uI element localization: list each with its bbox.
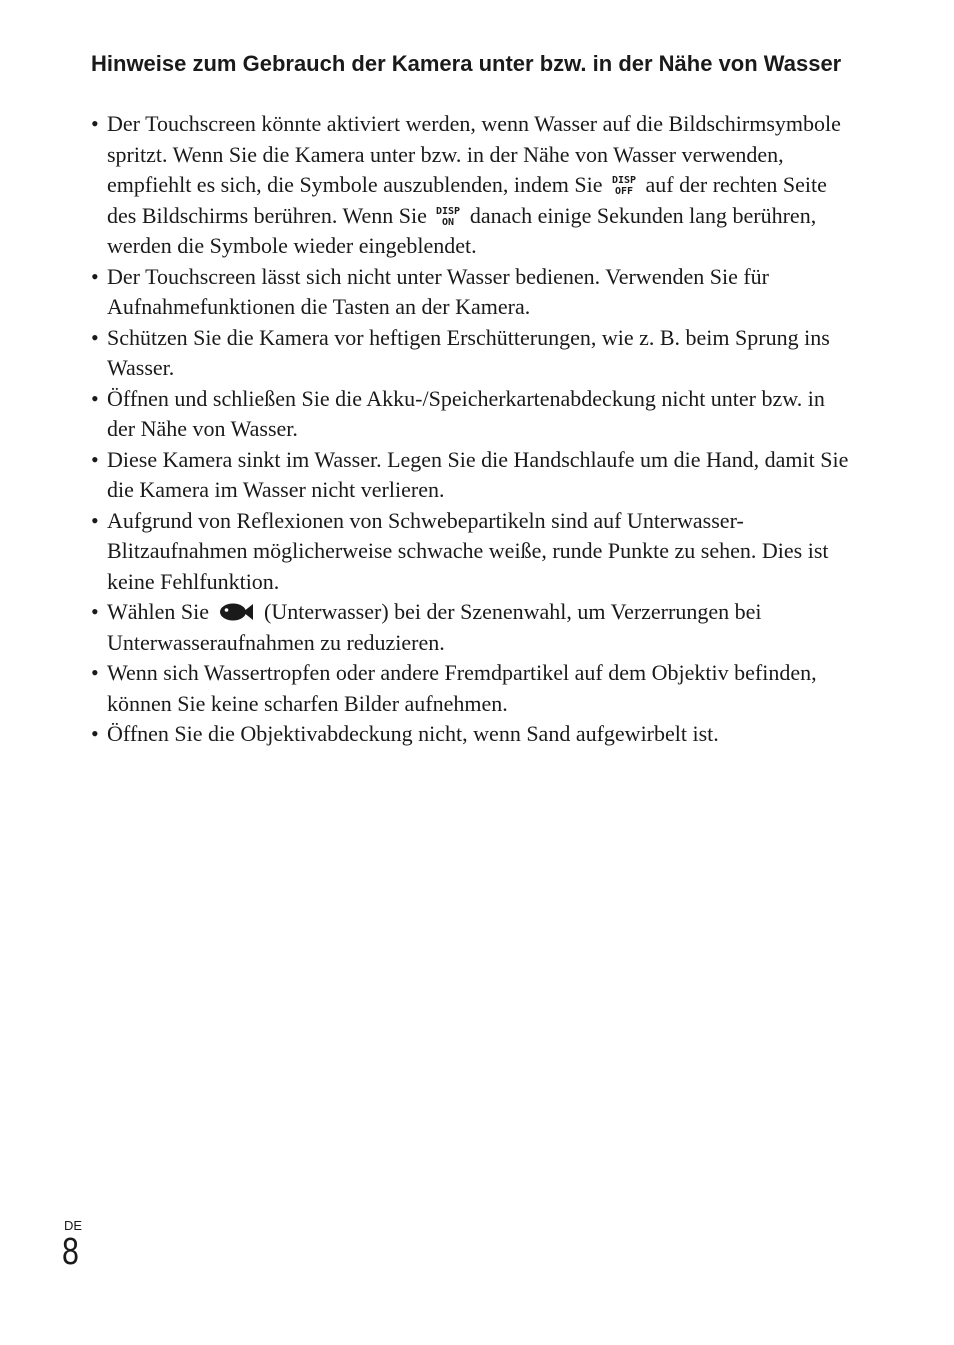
list-item-text: Öffnen Sie die Objektivabdeckung nicht, wenn Sand aufgewirbelt ist. xyxy=(107,721,719,746)
list-item xyxy=(91,445,851,506)
list-item-text: Wählen Sie xyxy=(107,599,210,624)
bullet: • xyxy=(91,324,99,350)
list-item-text: Aufgrund von Reflexionen von Schwebepartikeln sind auf Unterwasser-Blitzaufnahmen möglicherweise schwache weiße, runde Punkte zu sehen. Dies ist keine Fehlfunktion. xyxy=(107,507,829,594)
list-item xyxy=(91,109,851,262)
list-item xyxy=(91,323,851,384)
list-item-text: Der Touchscreen könnte aktiviert werden, wenn Wasser auf die Bildschirmsymbole spritzt. Wenn Sie die Kamera unter bzw. in der Nähe von Wasser verwenden, empfiehlt es sich, die Symbole auszublenden, indem Sie xyxy=(107,111,841,197)
list-item xyxy=(91,597,851,658)
list-item xyxy=(91,719,851,750)
list-item xyxy=(91,658,851,719)
list-item-text: Schützen Sie die Kamera vor heftigen Erschütterungen, wie z. B. beim Sprung ins Wasser. xyxy=(107,324,830,380)
list-item-text: Öffnen und schließen Sie die Akku-/Speicherkartenabdeckung nicht unter bzw. in der Nähe von Wasser. xyxy=(107,385,825,441)
list-item xyxy=(91,262,851,323)
notes-list xyxy=(91,109,851,750)
svg-text:OFF: OFF xyxy=(614,186,634,196)
bullet: • xyxy=(91,385,99,411)
list-item-text: Wenn sich Wassertropfen oder andere Fremdpartikel auf dem Objektiv befinden, können Sie keine scharfen Bilder aufnehmen. xyxy=(107,660,817,716)
list-item-text: Der Touchscreen lässt sich nicht unter Wasser bedienen. Verwenden Sie für Aufnahmefunktionen die Tasten an der Kamera. xyxy=(107,263,769,319)
list-item-text: danach einige Sekunden lang berühren, werden die Symbole wieder eingeblendet. xyxy=(107,202,817,258)
svg-text:DISP: DISP xyxy=(611,175,637,186)
list-item-text: Diese Kamera sinkt im Wasser. Legen Sie die Handschlaufe um die Hand, damit Sie die Kamera im Wasser nicht verlieren. xyxy=(107,446,849,502)
bullet: • xyxy=(91,599,99,624)
bullet: • xyxy=(91,111,99,136)
svg-text:DISP: DISP xyxy=(436,205,461,217)
fish-icon xyxy=(218,602,254,622)
bullet: • xyxy=(91,263,99,289)
bullet: • xyxy=(91,507,99,533)
list-item-text: auf der rechten Seite des Bildschirms berühren. Wenn Sie xyxy=(107,172,827,228)
bullet: • xyxy=(91,446,99,472)
disp-off-icon xyxy=(611,174,637,196)
bullet: • xyxy=(91,721,99,746)
page-number: 8 xyxy=(62,1231,79,1273)
svg-text:ON: ON xyxy=(442,216,455,227)
list-item xyxy=(91,384,851,445)
list-item xyxy=(91,506,851,598)
disp-on-icon xyxy=(435,205,461,227)
page-language-code: DE xyxy=(64,1218,83,1233)
list-item-text: (Unterwasser) bei der Szenenwahl, um Verzerrungen bei Unterwasseraufnahmen zu reduzieren. xyxy=(107,599,762,655)
section-heading: Hinweise zum Gebrauch der Kamera unter bzw. in der Nähe von Wasser xyxy=(91,51,842,76)
bullet: • xyxy=(91,660,99,685)
